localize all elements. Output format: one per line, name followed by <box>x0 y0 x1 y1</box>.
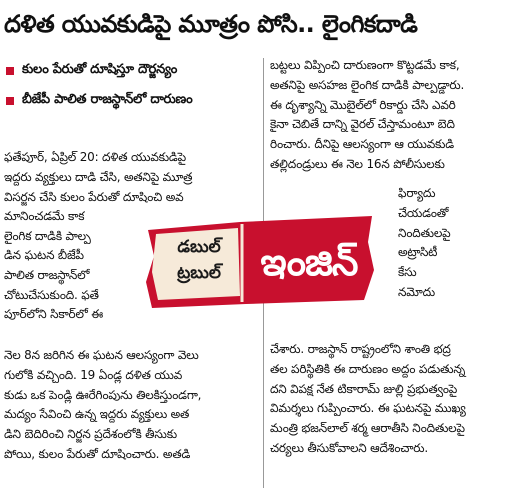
double-trouble-engine-banner <box>142 212 376 310</box>
body-line: ఫతేపూర్, ఏప్రిల్ 20: దళిత యువకుడిపై <box>4 150 186 164</box>
bullet-square-icon <box>6 97 14 105</box>
body-line: చోటుచేసుకుంది. ఫతే <box>4 287 99 302</box>
body-line: ఈ దృశ్యాన్ని మొబైల్‌లో రికార్డు చేసి ఎవరి <box>270 97 456 112</box>
body-line: డిని బెదిరించి నిర్జన ప్రదేశంలోకి తీసుకు <box>4 427 177 442</box>
bullet-square-icon <box>6 67 14 75</box>
body-line: నెల 8న జరిగిన ఈ ఘటన ఆలస్యంగా వెలు <box>4 348 199 362</box>
body-line: విమర్శలు గుప్పించారు. ఈ ఘటనపై ముఖ్య <box>270 401 466 416</box>
subhead-text: కులం పేరుతో దూషిస్తూ దౌర్జన్యం <box>22 62 178 77</box>
body-line: కుడు ఒక పెండ్లి ఊరేగింపును తిలకిస్తుండగా, <box>4 387 202 402</box>
body-line: డిన ఘటన బీజేపీ <box>4 248 84 262</box>
body-line: అట్రాసిటీ <box>398 245 438 260</box>
headline: దళిత యువకుడిపై మూత్రం పోసి.. లైంగికదాడి <box>4 10 418 38</box>
subhead-2 <box>2 88 260 114</box>
body-line: లైంగిక దాడికి పాల్ప <box>4 229 91 244</box>
body-line: తల్లిదండ్రులు ఈ నెల 16న పోలీసులకు <box>270 156 445 171</box>
body-line: తల పరిస్థితికి ఈ దారుణం అద్దం పడుతున్న <box>270 361 466 376</box>
body-line: ఇద్దరు వ్యక్తులు దాడి చేసి, అతనిపై మూత్ర <box>4 169 193 184</box>
subhead-1 <box>2 58 260 84</box>
body-line: ఫిర్యాదు <box>398 186 436 200</box>
banner-left-text <box>160 234 238 286</box>
body-line: చర్యలు తీసుకోవాలని ఆదేశించారు. <box>270 440 428 455</box>
body-line: నమోదు <box>398 284 435 299</box>
right-column-bottom <box>270 340 512 459</box>
body-line: పోయి, కులం పేరుతో దూషించారు. అతడి <box>4 446 191 461</box>
body-line: మద్యం సేవించి ఉన్న ఇద్దరు వ్యక్తులు అత <box>4 407 190 422</box>
body-line: చేయడంతో <box>398 205 449 220</box>
body-line: పాలిత రాజస్థాన్‌లో <box>4 267 90 282</box>
body-line: చేశారు. రాజస్థాన్ రాష్ట్రంలోని శాంతి భద్ర <box>270 342 451 356</box>
body-line: బట్టలు విప్పించి దారుణంగా కొట్టడమే కాక, <box>270 58 460 72</box>
body-line: అతనిపై అసహజ లైంగిక దాడికి పాల్పడ్డారు. <box>270 77 465 92</box>
subheads <box>2 58 260 118</box>
body-line: మంత్రి భజన్‌లాల్ శర్మ ఆరాతీసి నిందితులపై <box>270 421 465 436</box>
right-column-top <box>270 56 512 175</box>
subhead-text: బీజేపీ పాలిత రాజస్థాన్‌లో దారుణం <box>22 92 193 107</box>
body-line: విసర్జన చేసి కులం పేరుతో దూషించి అవ <box>4 189 184 204</box>
left-column-bottom <box>4 346 259 465</box>
body-line: మానించడమే కాక <box>4 209 85 224</box>
body-line: దని విపక్ష నేత టికారామ్ జుల్లి ప్రభుత్వంపై <box>270 381 458 396</box>
body-line: కేసు <box>398 265 417 280</box>
body-line: రించారు. దీనిపై ఆలస్యంగా ఆ యువకుడి <box>270 137 454 152</box>
banner-left-line1: డబుల్ <box>177 237 221 257</box>
banner-right-text: ఇంజిన్ <box>260 240 358 284</box>
body-line: గులోకి వచ్చింది. 19 ఏండ్ల దళిత యువ <box>4 367 183 382</box>
body-line: కైనా చెబితే దాన్ని వైరల్ చేస్తామంటూ బెది <box>270 117 455 132</box>
body-line: నిందితులపై <box>398 225 451 240</box>
banner-left-line2: ట్రబుల్ <box>177 263 221 283</box>
body-line: పూర్‌లోని సికార్‌లో ఈ <box>4 307 103 322</box>
